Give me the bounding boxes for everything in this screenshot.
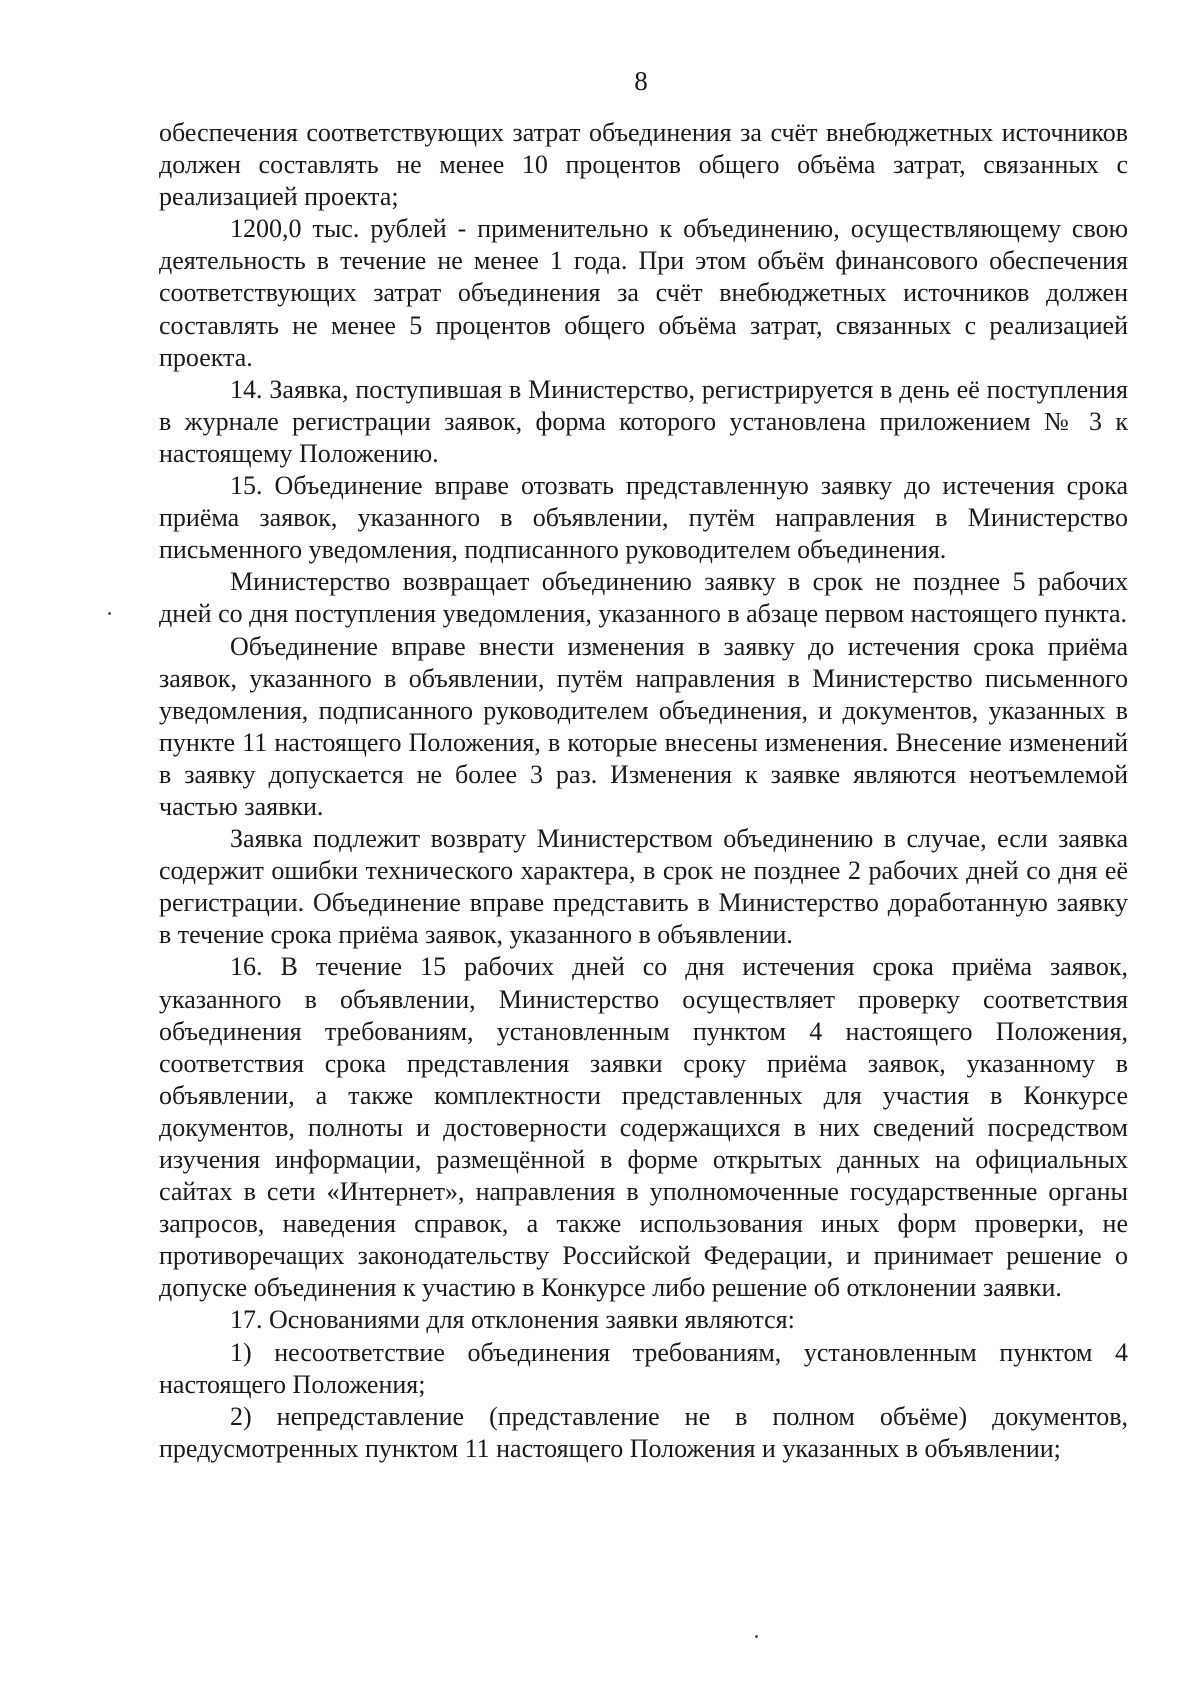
paragraph-item-14: 14. Заявка, поступившая в Министерство, регистрируется в день её поступления в журнале регистрации заявок, форма которого установлена приложением № 3 к настоящему Положению.	[159, 374, 1128, 468]
paragraph-item-15-revision: Заявка подлежит возврату Министерством объединению в случае, если заявка содержит ошибки технического характера, в срок не позднее 2 рабочих дней со дня её регистрации. Объединение вправе представить в Министерство доработанную заявку в течение срока приёма заявок, указанного в объявлении.	[159, 824, 1128, 950]
document-body	[159, 117, 1128, 1465]
paragraph-funding-1200: 1200,0 тыс. рублей - применительно к объединению, осуществляющему свою деятельность в течение не менее 1 года. При этом объём финансового обеспечения соответствующих затрат объединения за счёт внебюджетных источников должен составлять не менее 5 процентов общего объёма затрат, связанных с реализацией проекта.	[159, 214, 1128, 372]
paragraph-item-17-sub-1: 1) несоответствие объединения требованиям, установленным пунктом 4 настоящего Положения;	[159, 1337, 1128, 1399]
paragraph-item-17-sub-2: 2) непредставление (представление не в полном объёме) документов, предусмотренных пунктом 11 настоящего Положения и указанных в объявлении;	[159, 1401, 1128, 1463]
paragraph-item-15: 15. Объединение вправе отозвать представленную заявку до истечения срока приёма заявок, указанного в объявлении, путём направления в Министерство письменного уведомления, подписанного руководителем объединения.	[159, 471, 1128, 565]
paragraph-item-15-changes: Объединение вправе внести изменения в заявку до истечения срока приёма заявок, указанного в объявлении, путём направления в Министерство письменного уведомления, подписанного руководителем объединения, и документов, указанных в пункте 11 настоящего Положения, в которые внесены изменения. Внесение изменений в заявку допускается не более 3 раз. Изменения к заявке являются неотъемлемой частью заявки.	[159, 631, 1128, 821]
scan-speck	[755, 1635, 758, 1638]
paragraph-continuation: обеспечения соответствующих затрат объединения за счёт внебюджетных источников должен составлять не менее 10 процентов общего объёма затрат, связанных с реализацией проекта;	[159, 118, 1128, 212]
paragraph-item-16: 16. В течение 15 рабочих дней со дня истечения срока приёма заявок, указанного в объявлении, Министерство осуществляет проверку соответствия объединения требованиям, установленным пунктом 4 настоящего Положения, соответствия срока представления заявки сроку приёма заявок, указанному в объявлении, а также комплектности представленных для участия в Конкурсе документов, полноты и достоверности содержащихся в них сведений посредством изучения информации, размещённой в форме открытых данных на официальных сайтах в сети «Интернет», направления в уполномоченные государственные органы запросов, наведения справок, а также использования иных форм проверки, не противоречащих законодательству Российской Федерации, и принимает решение о допуске объединения к участию в Конкурсе либо решение об отклонении заявки.	[159, 952, 1128, 1303]
paragraph-item-17: 17. Основаниями для отклонения заявки являются:	[230, 1305, 795, 1335]
scan-speck	[108, 612, 111, 615]
paragraph-item-15-return: Министерство возвращает объединению заявку в срок не позднее 5 рабочих дней со дня поступления уведомления, указанного в абзаце первом настоящего пункта.	[159, 567, 1128, 629]
page-number: 8	[634, 66, 648, 96]
